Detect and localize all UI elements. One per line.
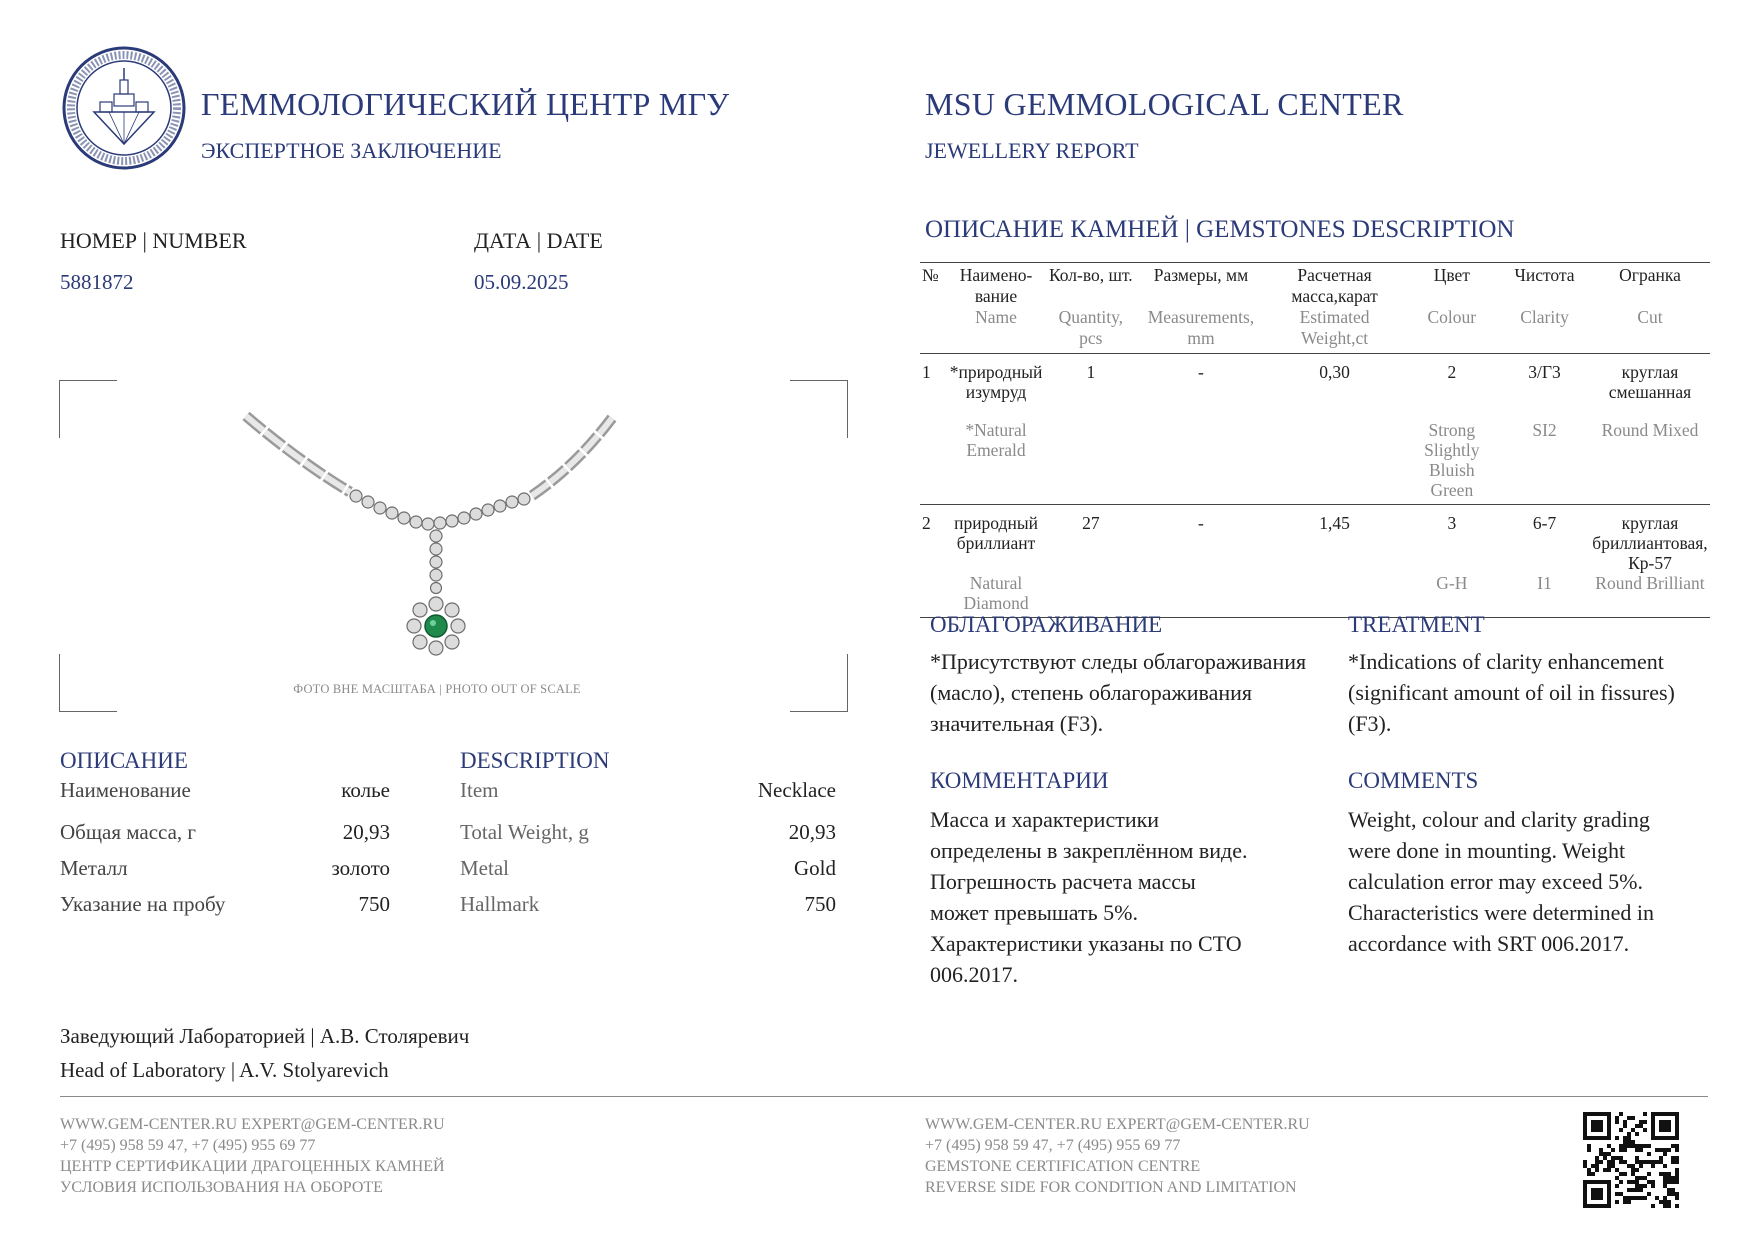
footer-divider [60,1096,1708,1097]
col-cut-ru: Огранка [1619,265,1681,285]
comments-ru-line: определены в закреплённом виде. [930,838,1248,863]
footer-centre-name: ЦЕНТР СЕРТИФИКАЦИИ ДРАГОЦЕННЫХ КАМНЕЙ [60,1158,445,1175]
comments-ru-line: 006.2017. [930,962,1018,987]
gem-weight: 1,45 [1319,512,1350,533]
description-en-label: Metal [460,856,509,880]
gem-colour-ru: 3 [1447,512,1457,533]
necklace-photo [240,412,620,672]
description-ru-value: золото [331,856,390,880]
gemstones-table [920,262,1710,618]
gem-colour-en: Strong Slightly Bluish Green [1424,419,1480,500]
date-label: ДАТА | DATE [474,228,603,253]
col-weight-ru: Расчетная масса,карат [1291,265,1378,306]
comments-ru-line: Характеристики указаны по СТО [930,931,1242,956]
description-en-value: 20,93 [788,820,836,844]
gem-clarity-en: SI2 [1532,419,1557,440]
description-ru-value: 20,93 [342,820,390,844]
qr-code [1583,1112,1679,1208]
footer-phone: +7 (495) 958 59 47, +7 (495) 955 69 77 [925,1137,1181,1154]
description-en-label: Hallmark [460,892,540,916]
description-ru-value: колье [341,778,390,802]
en-title: MSU GEMMOLOGICAL CENTER [925,86,1404,122]
col-no-en [920,307,948,354]
description-ru-label: Общая масса, г [60,820,197,844]
gemstones-table-wrap [920,262,1710,618]
gemstones-header-ru [920,263,1710,308]
signature-en: Head of Laboratory | A.V. Stolyarevich [60,1058,389,1082]
col-size-en: Measurements, mm [1147,307,1255,348]
gem-qty: 27 [1082,512,1100,533]
footer-centre-name: GEMSTONE CERTIFICATION CENTRE [925,1158,1201,1175]
col-colour-ru: Цвет [1433,265,1470,285]
msu-seal-icon [62,46,186,170]
gemstones-heading: ОПИСАНИЕ КАМНЕЙ | GEMSTONES DESCRIPTION [925,216,1515,243]
qr-code-icon [1583,1112,1679,1208]
comments-en-heading: COMMENTS [1348,768,1479,793]
report-number: 5881872 [60,270,134,294]
footer-contact: WWW.GEM-CENTER.RU EXPERT@GEM-CENTER.RU [925,1116,1310,1133]
col-clarity-en: Clarity [1520,307,1569,327]
gem-clarity-en: I1 [1537,572,1552,593]
en-subtitle: JEWELLERY REPORT [925,138,1139,163]
treatment-en-text: *Indications of clarity enhancement (significant amount of oil in fissures) (F3). [1348,649,1675,736]
footer-left [60,1114,445,1198]
description-ru-label: Металл [60,856,128,880]
description-ru-value: 750 [358,892,390,916]
description-en-heading: DESCRIPTION [460,748,610,773]
report-date: 05.09.2025 [474,270,569,294]
number-label: НОМЕР | NUMBER [60,228,247,253]
comments-en-line: were done in mounting. Weight [1348,838,1626,863]
col-colour-en: Colour [1427,307,1477,327]
description-ru-label: Указание на пробу [60,892,226,916]
col-qty-ru: Кол-во, шт. [1048,265,1133,285]
footer-contact: WWW.GEM-CENTER.RU EXPERT@GEM-CENTER.RU [60,1116,445,1133]
comments-en-line: calculation error may exceed 5%. [1348,869,1644,894]
comments-en-line: accordance with SRT 006.2017. [1348,931,1630,956]
footer-terms: REVERSE SIDE FOR CONDITION AND LIMITATION [925,1179,1297,1196]
col-qty-en: Quantity, pcs [1058,307,1124,348]
comments-ru-heading: КОММЕНТАРИИ [930,768,1109,793]
col-clarity-ru: Чистота [1514,265,1575,285]
gem-no: 2 [922,512,931,533]
comments-en-line: Characteristics were determined in [1348,900,1655,925]
frame-corner-tr [790,380,848,438]
col-name-en: Name [975,307,1017,327]
footer-phone: +7 (495) 958 59 47, +7 (495) 955 69 77 [60,1137,316,1154]
gem-name-ru: природный бриллиант [954,512,1038,553]
frame-corner-tl [59,380,117,438]
col-name-ru: Наимено-вание [959,265,1033,306]
comments-ru-line: Масса и характеристики [930,807,1160,832]
ru-title: ГЕММОЛОГИЧЕСКИЙ ЦЕНТР МГУ [201,86,730,122]
treatment-ru-heading: ОБЛАГОРАЖИВАНИЕ [930,612,1163,637]
description-en-label: Item [460,778,499,802]
gem-weight: 0,30 [1319,362,1350,382]
gem-clarity-ru: 6-7 [1532,512,1557,533]
footer-terms: УСЛОВИЯ ИСПОЛЬЗОВАНИЯ НА ОБОРОТЕ [60,1179,383,1196]
col-no: № [922,265,939,285]
ru-subtitle: ЭКСПЕРТНОЕ ЗАКЛЮЧЕНИЕ [201,138,502,163]
gem-size: - [1198,362,1204,382]
gem-name-ru: *природный изумруд [949,362,1043,402]
gem-cut-ru: круглая бриллиантовая, Кр-57 [1592,512,1708,573]
description-en-label: Total Weight, g [460,820,589,844]
emerald-stone [425,615,447,637]
description-ru-label: Наименование [60,778,191,802]
description-en-value: 750 [804,892,836,916]
gem-colour-en: G-H [1436,572,1468,593]
comments-ru-line: Погрешность расчета массы [930,869,1196,894]
necklace-icon [240,412,620,672]
signature-ru: Заведующий Лабораторией | А.В. Столяревич [60,1024,470,1048]
gem-cut-en: Round Mixed [1601,419,1699,440]
gem-no: 1 [922,362,931,382]
gem-row-emerald [920,354,1710,505]
comments-en-text [1348,804,1654,959]
description-ru-heading: ОПИСАНИЕ [60,748,188,773]
comments-ru-line: может превышать 5%. [930,900,1138,925]
gem-name-en: Natural Diamond [963,572,1029,613]
description-en-value: Necklace [757,778,836,802]
gem-size: - [1198,512,1204,533]
gemstones-header-en [920,307,1710,354]
gem-name-en: *Natural Emerald [965,419,1027,460]
col-size-ru: Размеры, мм [1153,265,1249,285]
gem-row-diamond [920,504,1710,617]
gem-qty: 1 [1086,362,1096,382]
col-weight-en: Estimated Weight,ct [1299,307,1370,348]
comments-ru-text [930,804,1248,990]
photo-caption: ФОТО ВНЕ МАСШТАБА | PHOTO OUT OF SCALE [293,682,581,696]
gem-colour-ru: 2 [1447,362,1457,382]
gem-cut-en: Round Brilliant [1595,572,1705,593]
gem-cut-ru: круглая смешанная [1608,362,1692,402]
logo-seal [62,46,186,170]
gem-clarity-ru: 3/Г3 [1528,362,1561,382]
treatment-en-heading: TREATMENT [1348,612,1485,637]
treatment-ru-text: *Присутствуют следы облагораживания (масло), степень облагораживания значительная (F3). [930,649,1307,736]
description-en-value: Gold [794,856,836,880]
col-cut-en: Cut [1637,307,1663,327]
comments-en-line: Weight, colour and clarity grading [1348,807,1650,832]
footer-right [925,1114,1310,1198]
